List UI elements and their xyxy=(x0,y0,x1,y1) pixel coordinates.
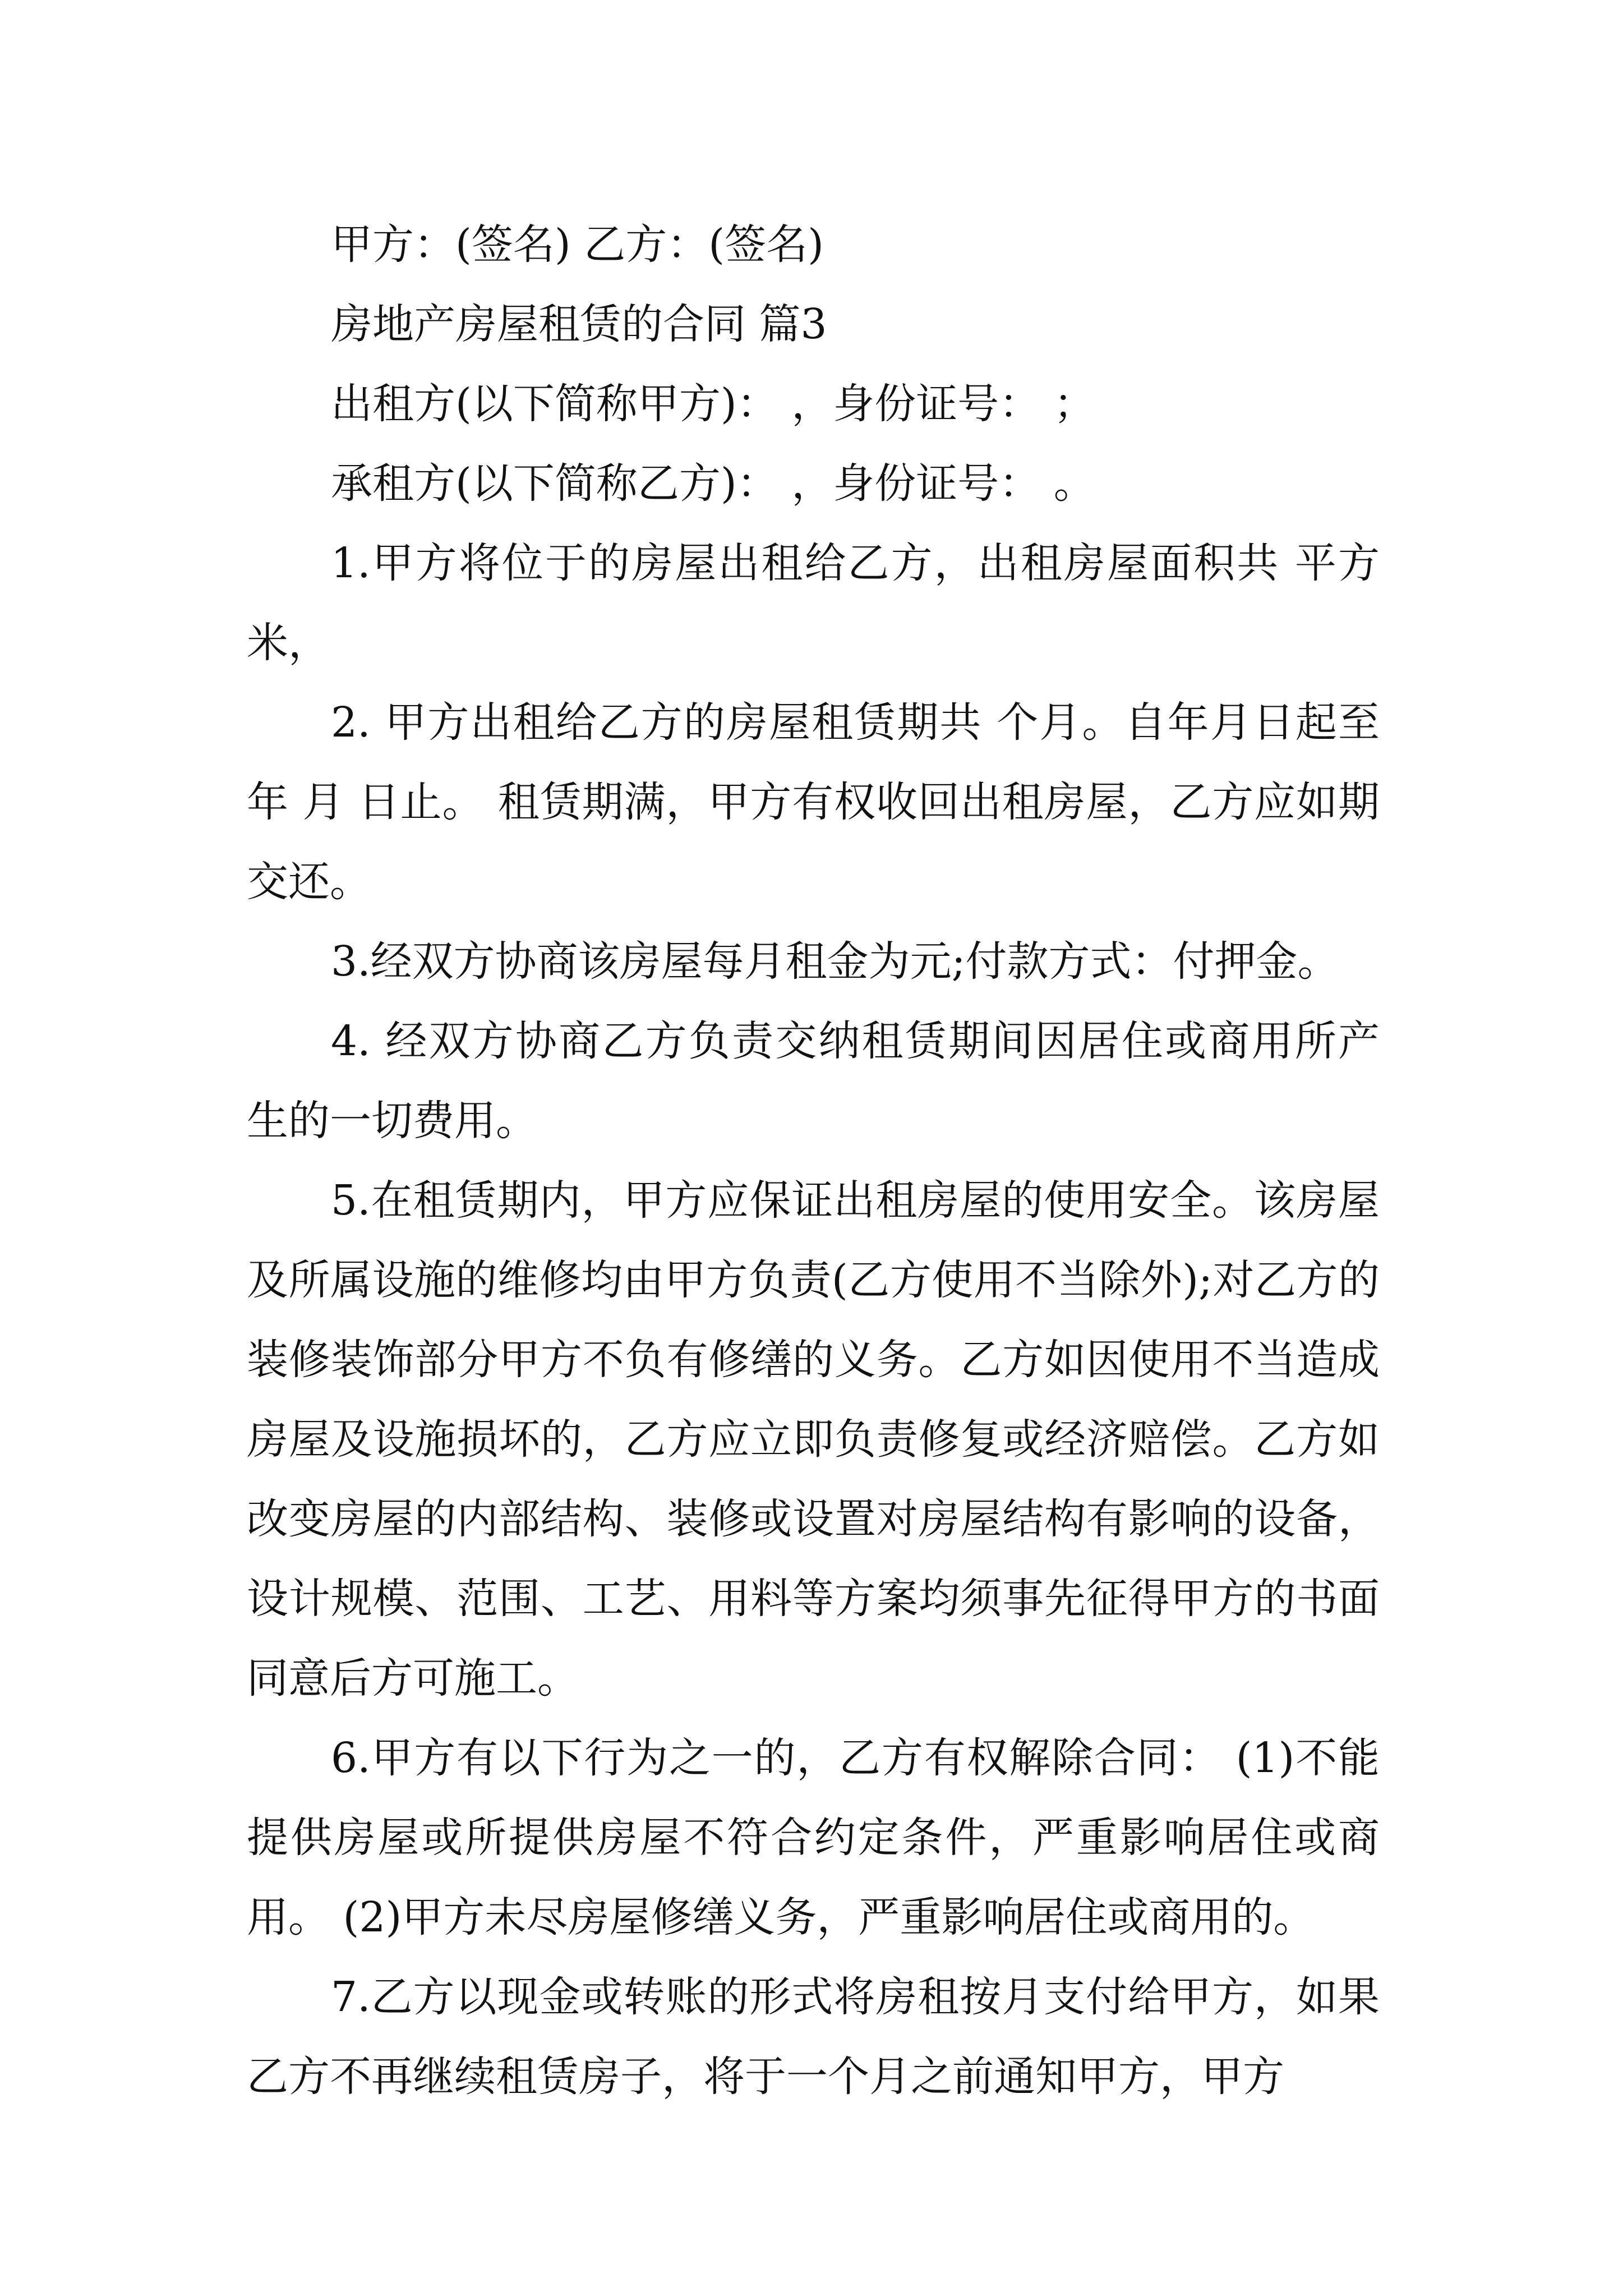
clause-1: 1.甲方将位于的房屋出租给乙方，出租房屋面积共 平方米， xyxy=(247,539,1380,667)
signature-line: 甲方：(签名) 乙方：(签名) xyxy=(331,220,824,269)
clause-6: 6.甲方有以下行为之一的，乙方有权解除合同： (1)不能提供房屋或所提供房屋不符合约定条件，严重影响居住或商用。 (2)甲方未尽房屋修缮义务，严重影响居住或商用的。 xyxy=(247,1734,1380,1941)
lessee-line: 承租方(以下简称乙方)： ，身份证号： 。 xyxy=(331,459,1095,508)
clause-7: 7.乙方以现金或转账的形式将房租按月支付给甲方，如果乙方不再继续租赁房子，将于一个月之前通知甲方，甲方 xyxy=(247,1973,1380,2101)
contract-body xyxy=(247,205,1393,2116)
clause-2: 2. 甲方出租给乙方的房屋租赁期共 个月。自年月日起至 年 月 日止。 租赁期满，甲方有权收回出租房屋，乙方应如期交还。 xyxy=(247,698,1393,906)
clause-5: 5.在租赁期内，甲方应保证出租房屋的使用安全。该房屋及所属设施的维修均由甲方负责(乙方使用不当除外);对乙方的装修装饰部分甲方不负有修缮的义务。乙方如因使用不当造成房屋及设施损坏的，乙方应立即负责修复或经济赔偿。乙方如改变房屋的内部结构、装修或设置对房屋结构有影响的设备，设计规模、范围、工艺、用料等方案均须事先征得甲方的书面同意后方可施工。 xyxy=(247,1176,1380,1703)
contract-title: 房地产房屋租赁的合同 篇3 xyxy=(331,300,827,348)
clause-3: 3.经双方协商该房屋每月租金为元;付款方式：付押金。 xyxy=(331,937,1339,986)
clause-4: 4. 经双方协商乙方负责交纳租赁期间因居住或商用所产生的一切费用。 xyxy=(247,1017,1380,1145)
lessor-line: 出租方(以下简称甲方)： ，身份证号： ； xyxy=(331,380,1095,428)
